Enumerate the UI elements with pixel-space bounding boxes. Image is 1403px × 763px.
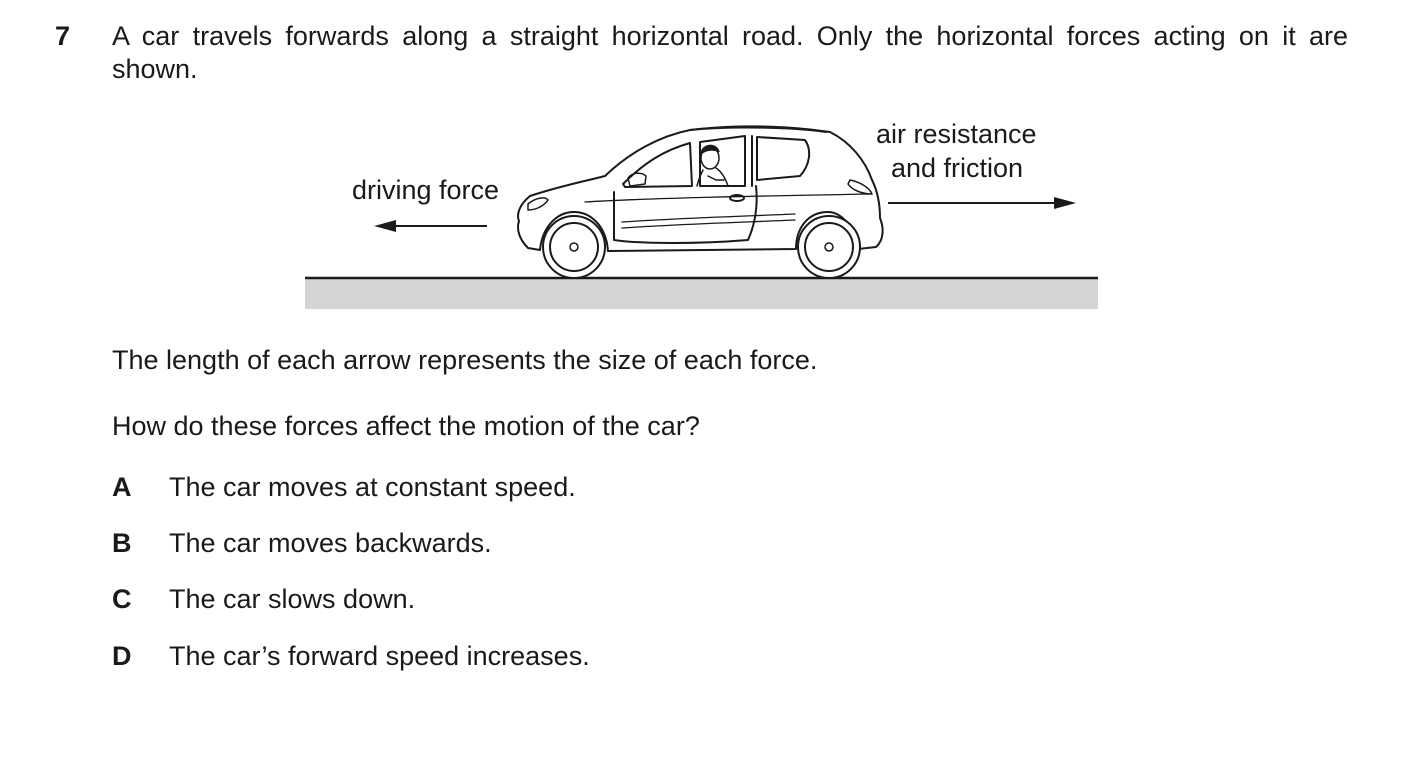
- force-arrow-right: [888, 197, 1076, 209]
- option-text: The car moves at constant speed.: [169, 472, 576, 502]
- option-letter: B: [112, 528, 132, 558]
- air-resistance-label-line2: and friction: [891, 153, 1024, 183]
- option-text: The car moves backwards.: [169, 528, 492, 558]
- force-diagram: [0, 0, 1403, 330]
- question-number: 7: [55, 21, 71, 51]
- option-text: The car’s forward speed increases.: [169, 641, 590, 671]
- force-arrow-left: [374, 220, 487, 232]
- option-letter: C: [112, 584, 132, 614]
- option-text: The car slows down.: [169, 584, 416, 614]
- option-letter: A: [112, 472, 132, 502]
- option-letter: D: [112, 641, 132, 671]
- driving-force-label: driving force: [352, 175, 500, 205]
- car-icon: [518, 126, 883, 278]
- road-surface: [305, 278, 1098, 309]
- question-stem: A car travels forwards along a straight horizontal road. Only the horizontal forces acting on it are shown.: [112, 21, 1348, 84]
- question-prompt: How do these forces affect the motion of the car?: [112, 411, 700, 441]
- arrow-note: The length of each arrow represents the size of each force.: [112, 345, 818, 375]
- air-resistance-label-line1: air resistance: [876, 119, 1037, 149]
